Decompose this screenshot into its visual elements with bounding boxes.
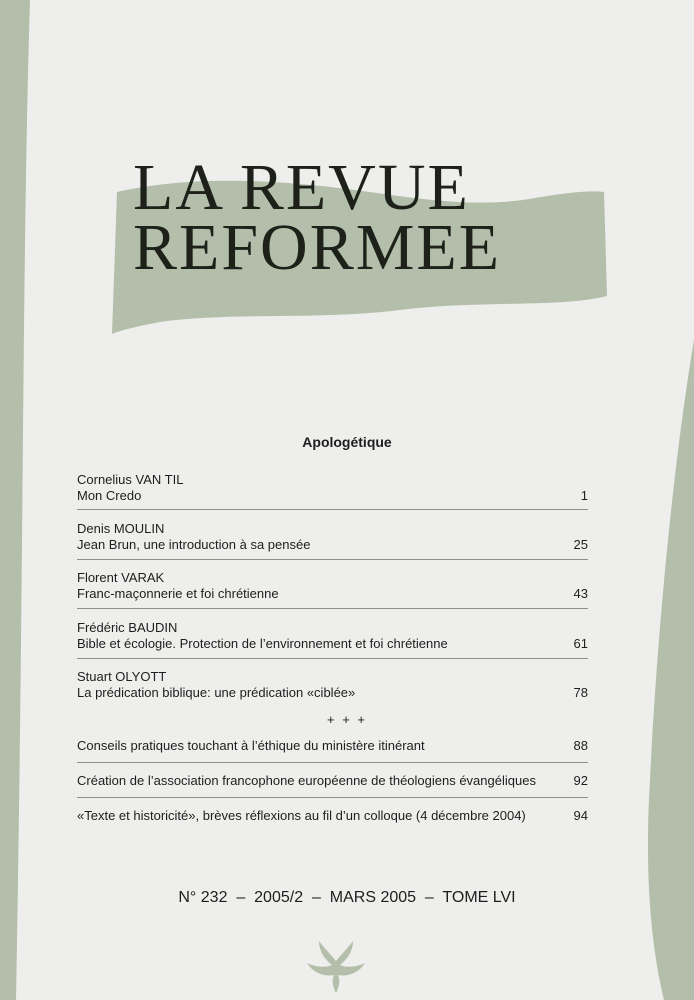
toc-entry[interactable] xyxy=(77,521,588,553)
toc-author: Florent VARAK xyxy=(77,570,165,585)
toc-title: La prédication biblique: une prédication «ciblée» xyxy=(77,685,356,700)
toc-author: Stuart OLYOTT xyxy=(77,669,167,684)
toc-entry[interactable] xyxy=(77,620,588,652)
toc-page: 61 xyxy=(573,636,588,651)
divider xyxy=(77,509,588,510)
dove-icon xyxy=(305,935,367,995)
issue-info: N° 232 – 2005/2 – MARS 2005 – TOME LVI xyxy=(178,889,516,906)
toc-page: 92 xyxy=(573,773,588,788)
toc-title: Jean Brun, une introduction à sa pensée xyxy=(77,537,311,552)
toc-author: Denis MOULIN xyxy=(77,521,165,536)
divider xyxy=(77,762,588,763)
toc-author: Cornelius VAN TIL xyxy=(77,472,184,487)
divider xyxy=(77,608,588,609)
toc-title: Conseils pratiques touchant à l’éthique du ministère itinérant xyxy=(77,738,425,753)
journal-title-line2: REFORMEE xyxy=(133,211,502,284)
toc-page: 88 xyxy=(573,738,588,753)
section-heading: Apologétique xyxy=(302,434,392,450)
toc-page: 25 xyxy=(573,537,588,552)
divider xyxy=(77,797,588,798)
toc-page: 78 xyxy=(573,685,588,700)
toc-entry[interactable] xyxy=(77,570,588,602)
toc-entry[interactable] xyxy=(77,773,588,789)
toc-title: Bible et écologie. Protection de l’environnement et foi chrétienne xyxy=(77,636,448,651)
toc-entry[interactable] xyxy=(77,472,588,504)
toc-title: «Texte et historicité», brèves réflexions au fil d’un colloque (4 décembre 2004) xyxy=(77,808,526,823)
toc-entry[interactable] xyxy=(77,738,588,754)
journal-title-line1: LA REVUE xyxy=(133,151,470,224)
toc-title: Franc-maçonnerie et foi chrétienne xyxy=(77,586,279,601)
toc-title: Mon Credo xyxy=(77,488,142,503)
toc-page: 43 xyxy=(573,586,588,601)
section-separator: + + + xyxy=(327,712,367,727)
toc-author: Frédéric BAUDIN xyxy=(77,620,178,635)
left-green-band xyxy=(0,0,30,1000)
toc-page: 1 xyxy=(580,488,588,503)
toc-entry[interactable] xyxy=(77,669,588,701)
journal-title xyxy=(133,151,573,284)
toc-title: Création de l’association francophone européenne de théologiens évangéliques xyxy=(77,773,536,788)
divider xyxy=(77,559,588,560)
toc-entry[interactable] xyxy=(77,808,588,824)
divider xyxy=(77,658,588,659)
toc-page: 94 xyxy=(573,808,588,823)
